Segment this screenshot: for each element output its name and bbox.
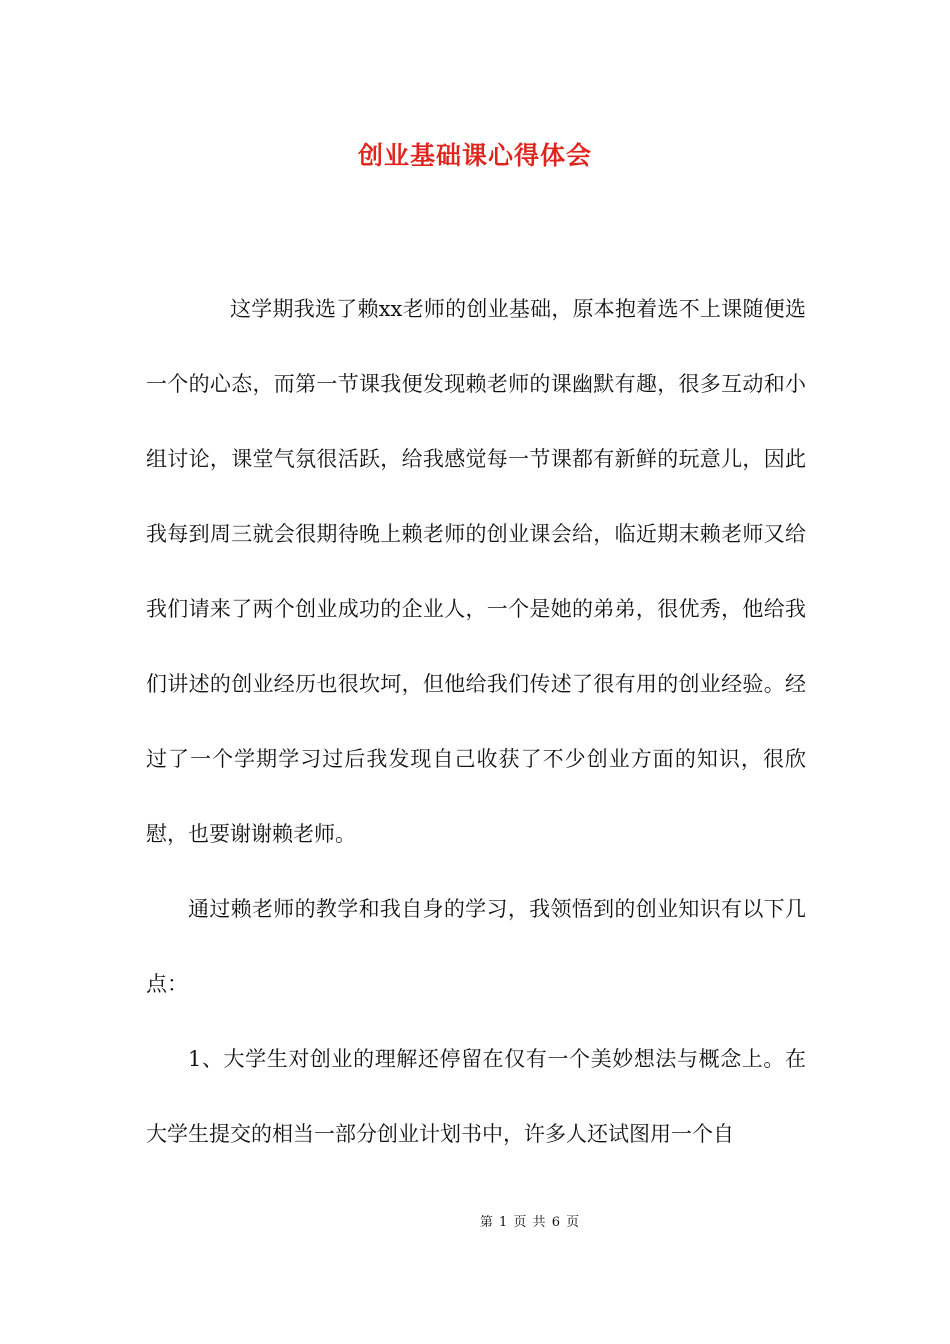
- paragraph-3: 1、大学生对创业的理解还停留在仅有一个美妙想法与概念上。在大学生提交的相当一部分创业计划书中，许多人还试图用一个自: [146, 1047, 806, 1146]
- document-body: [146, 272, 806, 1172]
- paragraph-2: 通过赖老师的教学和我自身的学习，我领悟到的创业知识有以下几点：: [146, 897, 806, 996]
- document-title: 创业基础课心得体会: [357, 141, 592, 170]
- paragraph-1: 这学期我选了赖xx老师的创业基础，原本抱着选不上课随便选一个的心态，而第一节课我便发现赖老师的课幽默有趣，很多互动和小组讨论，课堂气氛很活跃，给我感觉每一节课都有新鲜的玩意儿，因此我每到周三就会很期待晚上赖老师的创业课会给，临近期末赖老师又给我们请来了两个创业成功的企业人，一个是她的弟弟，很优秀，他给我们讲述的创业经历也很坎坷，但他给我们传述了很有用的创业经验。经过了一个学期学习过后我发现自己收获了不少创业方面的知识，很欣慰，也要谢谢赖老师。: [146, 297, 806, 846]
- page-number-footer: 第 1 页 共 6 页: [479, 1215, 581, 1230]
